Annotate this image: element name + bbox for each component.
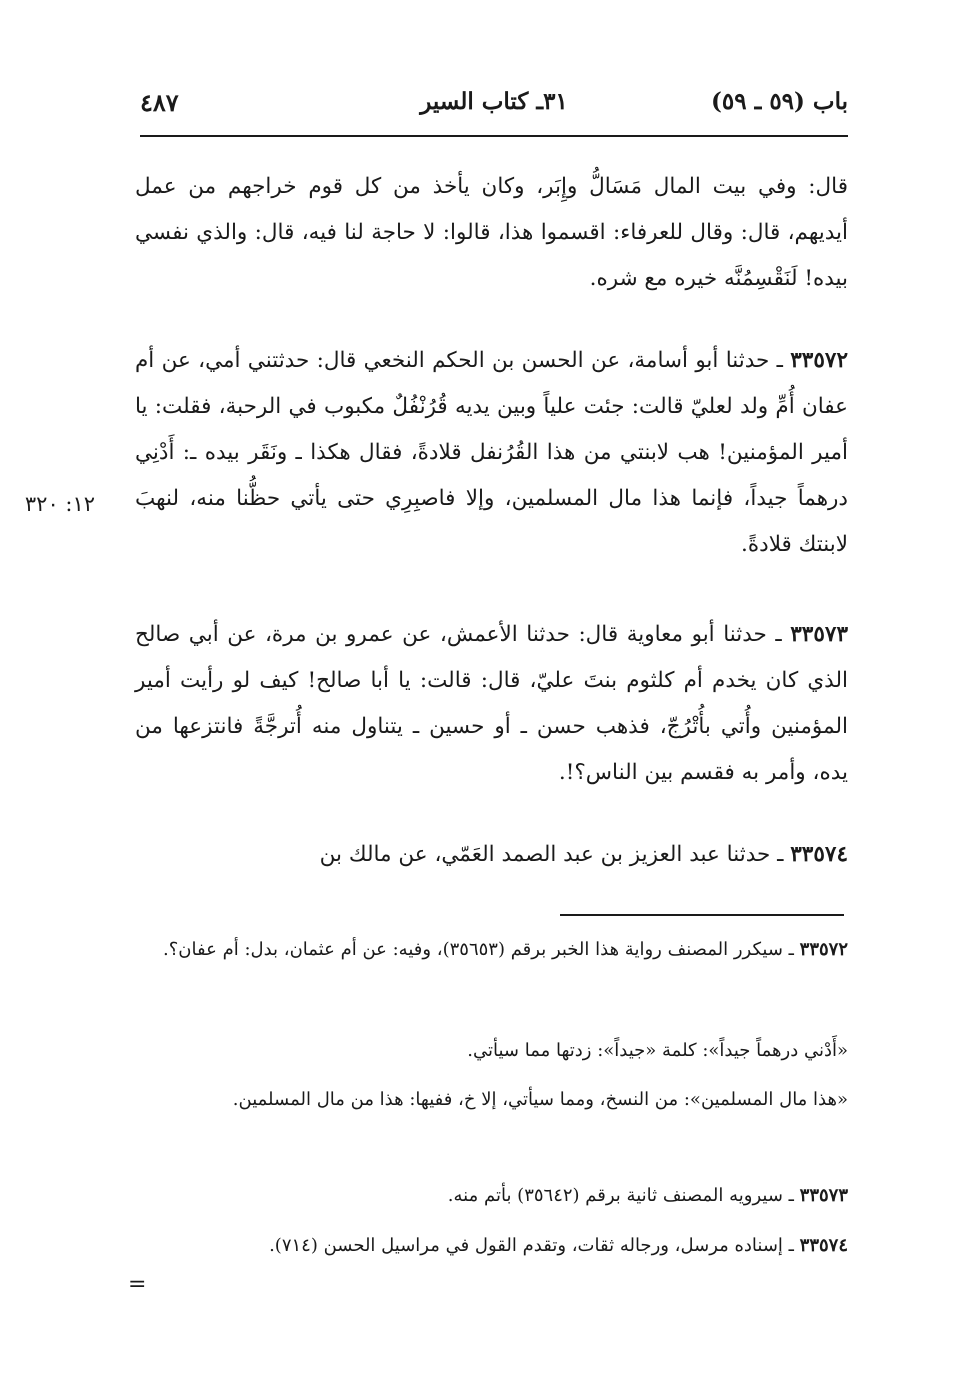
footnote-number: ٣٣٥٧٢ [799, 939, 848, 960]
hadith-33573 [135, 612, 848, 796]
hadith-33572 [135, 338, 848, 568]
footnote-text: «هذا مال المسلمين»: من النسخ، ومما سيأتي، إلا خ، ففيها: هذا من مال المسلمين. [232, 1089, 848, 1110]
footnote-text: ـ سيكرر المصنف رواية هذا الخبر برقم (٣٥٦٥٣)، وفيه: عن أم عثمان، بدل: أم عفان؟. [163, 939, 800, 960]
footnote-note-jayyidan [135, 1033, 848, 1068]
hadith-text: ـ حدثنا أبو معاوية قال: حدثنا الأعمش، عن عمرو بن مرة، عن أبي صالح الذي كان يخدم أم كلثوم بنتَ عليّ، قال: قالت: يا أبا صالح! كيف لو رأيت أمير المؤمنين وأُتي بأُتْرُجّ، فذهب حسن ـ أو حسين ـ يتناول منه أُترجَّةً فانتزعها من يده، وأمر به فقسم بين الناس؟!. [135, 622, 848, 785]
paragraph-text: قال: وفي بيت المال مَسَالُّ وإِبَر، وكان يأخذ من كل قوم خراجهم من عمل أيديهم، قال: وقال للعرفاء: اقسموا هذا، قالوا: لا حاجة لنا فيه، قال: والذي نفسي بيده! لَنَقْسِمُنَّه خيره مع شره. [135, 174, 848, 291]
footnote-33572 [135, 932, 848, 967]
hadith-number: ٣٣٥٧٤ [790, 842, 848, 867]
running-header [140, 88, 848, 124]
footnote-separator [560, 914, 844, 916]
page-number: ٤٨٧ [140, 88, 179, 117]
hadith-number: ٣٣٥٧٢ [790, 348, 848, 373]
header-rule [140, 135, 848, 137]
chapter-title: باب (٥٩ ـ ٥٩) [710, 88, 848, 115]
book-title: ٣١ـ كتاب السير [420, 88, 568, 115]
margin-reference: ١٢: ٣٢٠ [24, 492, 96, 516]
hadith-33574 [135, 832, 848, 878]
footnote-text: ـ إسناده مرسل، ورجاله ثقات، وتقدم القول في مراسيل الحسن (٧١٤). [269, 1235, 800, 1256]
footnote-number: ٣٣٥٧٤ [799, 1235, 848, 1256]
footnote-33574 [135, 1228, 848, 1263]
footnote-33573 [135, 1178, 848, 1213]
footnote-text: «أَدْني درهماً جيداً»: كلمة «جيداً»: زدتها مما سيأتي. [467, 1040, 848, 1061]
hadith-text: ـ حدثنا عبد العزيز بن عبد الصمد العَمّي، عن مالك بن [319, 842, 791, 867]
footnote-text: ـ سيرويه المصنف ثانية برقم (٣٥٦٤٢) بأتم منه. [447, 1185, 800, 1206]
footnote-note-muslimin [135, 1082, 848, 1117]
hadith-number: ٣٣٥٧٣ [790, 622, 848, 647]
continuation-mark: = [128, 1272, 147, 1297]
hadith-text: ـ حدثنا أبو أسامة، عن الحسن بن الحكم النخعي قال: حدثتني أمي، عن أم عفان أُمِّ ولد لعليّ قالت: جئت علياً وبين يديه قُرُنْفُلٌ مكبوب في الرحبة، فقلت: يا أمير المؤمنين! هب لابنتي من هذا القُرُنفل قلادةً، فقال هكذا ـ ونَقَر بيده ـ: أَدْنِي درهماً جيداً، فإنما هذا مال المسلمين، وإلا فاصبِرِي حتى يأتي حظُّنا منه، لنهبَ لابنتك قلادةً. [135, 348, 848, 557]
paragraph-continuation [135, 164, 848, 302]
footnote-number: ٣٣٥٧٣ [799, 1185, 848, 1206]
